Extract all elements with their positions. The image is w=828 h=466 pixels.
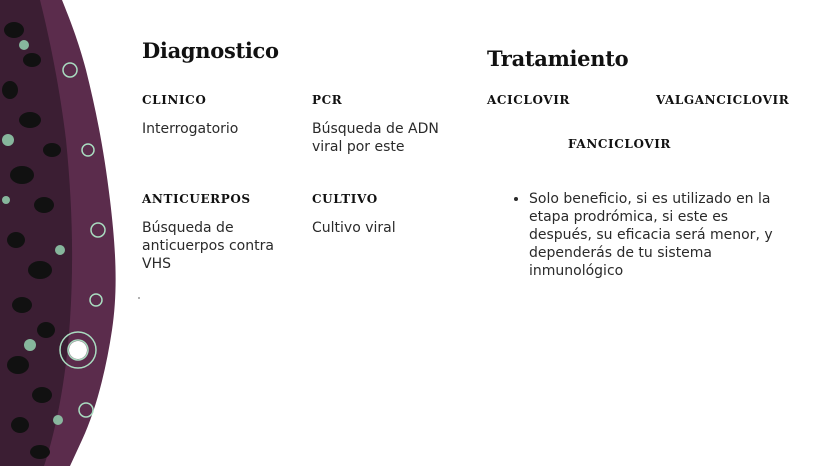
cultivo-text: Cultivo viral bbox=[312, 220, 396, 236]
stray-dot bbox=[138, 297, 140, 299]
cultivo-heading: CULTIVO bbox=[312, 192, 378, 206]
clinico-text: Interrogatorio bbox=[142, 121, 239, 137]
tratamiento-title: Tratamiento bbox=[487, 46, 629, 71]
drug-valganciclovir: VALGANCICLOVIR bbox=[656, 93, 790, 107]
anticuerpos-text-line2: anticuerpos contra bbox=[142, 238, 274, 254]
anticuerpos-text-line1: Búsqueda de bbox=[142, 220, 234, 236]
pcr-text-line1: Búsqueda de ADN bbox=[312, 121, 439, 137]
pcr-text-line2: viral por este bbox=[312, 139, 405, 155]
treatment-notes-list bbox=[512, 190, 791, 280]
drug-aciclovir: ACICLOVIR bbox=[487, 93, 571, 107]
tissue-micrograph-decoration bbox=[0, 0, 130, 466]
pcr-heading: PCR bbox=[312, 93, 343, 107]
treatment-note-item: • Solo beneficio, si es utilizado en la etapa prodrómica, si este es después, su eficacia será menor, y dependerás de tu sistema inmunológico bbox=[529, 190, 791, 280]
drug-fanciclovir: FANCICLOVIR bbox=[568, 137, 671, 151]
diagnostico-title: Diagnostico bbox=[142, 38, 279, 63]
clinico-heading: CLINICO bbox=[142, 93, 207, 107]
anticuerpos-heading: ANTICUERPOS bbox=[142, 192, 251, 206]
anticuerpos-text-line3: VHS bbox=[142, 256, 171, 272]
